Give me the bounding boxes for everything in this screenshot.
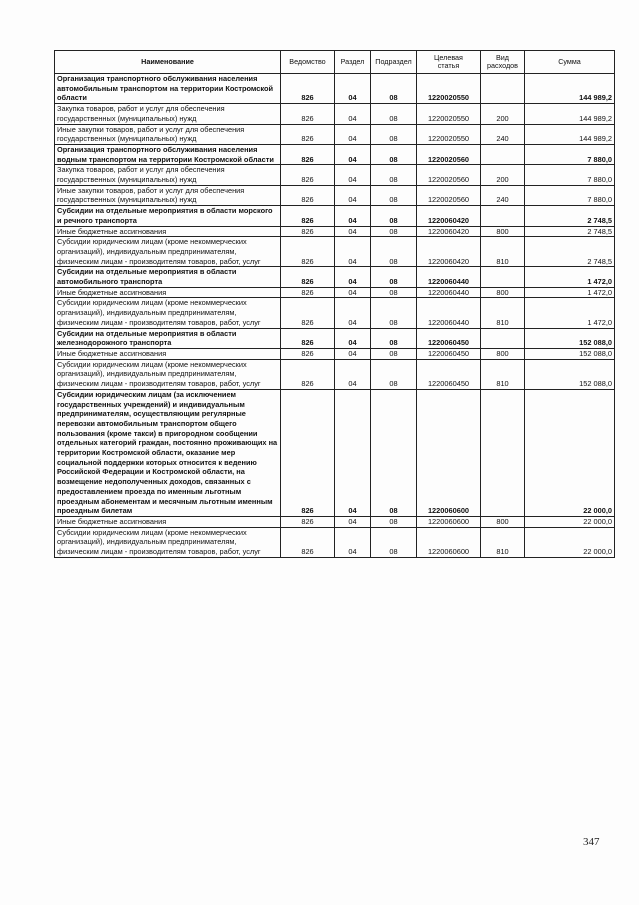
header-exp-line1: Вид: [495, 52, 509, 62]
cell-target: 1220060440: [417, 267, 481, 287]
cell-section: 04: [335, 226, 371, 237]
cell-target: 1220060420: [417, 237, 481, 267]
cell-section: 04: [335, 144, 371, 164]
cell-target: 1220060600: [417, 527, 481, 557]
cell-expense-type: [481, 267, 525, 287]
cell-target: 1220060450: [417, 359, 481, 389]
header-dept: Ведомство: [281, 51, 335, 74]
cell-target: 1220020560: [417, 185, 481, 205]
cell-name: Субсидии юридическим лицам (кроме некоммерческих организаций), индивидуальным предпринимателям, физическим лицам - производителям товаров, работ, услуг: [55, 237, 281, 267]
cell-name: Организация транспортного обслуживания населения автомобильным транспортом на территории Костромской области: [55, 74, 281, 104]
cell-dept: 826: [281, 144, 335, 164]
cell-section: 04: [335, 185, 371, 205]
cell-sum: 2 748,5: [525, 226, 615, 237]
cell-section: 04: [335, 527, 371, 557]
cell-name: Субсидии юридическим лицам (кроме некоммерческих организаций), индивидуальным предпринимателям, физическим лицам - производителям товаров, работ, услуг: [55, 527, 281, 557]
cell-subsection: 08: [371, 267, 417, 287]
cell-section: 04: [335, 328, 371, 348]
cell-expense-type: 200: [481, 165, 525, 185]
header-target: [417, 51, 481, 74]
table-row: [55, 165, 615, 185]
cell-sum: 1 472,0: [525, 287, 615, 298]
cell-section: 04: [335, 267, 371, 287]
cell-name: Субсидии на отдельные мероприятия в области железнодорожного транспорта: [55, 328, 281, 348]
cell-target: 1220060420: [417, 226, 481, 237]
header-section: Раздел: [335, 51, 371, 74]
cell-name: Закупка товаров, работ и услуг для обеспечения государственных (муниципальных) нужд: [55, 104, 281, 124]
cell-subsection: 08: [371, 226, 417, 237]
cell-sum: 2 748,5: [525, 206, 615, 226]
header-target-line2: статья: [437, 61, 460, 70]
table-row: [55, 287, 615, 298]
cell-section: 04: [335, 298, 371, 328]
table-row: [55, 348, 615, 359]
cell-expense-type: [481, 389, 525, 516]
cell-sum: 144 989,2: [525, 124, 615, 144]
cell-expense-type: 800: [481, 226, 525, 237]
cell-sum: 152 088,0: [525, 359, 615, 389]
cell-sum: 144 989,2: [525, 74, 615, 104]
table-row: [55, 328, 615, 348]
table-row: [55, 237, 615, 267]
cell-target: 1220020550: [417, 124, 481, 144]
cell-sum: 7 880,0: [525, 165, 615, 185]
cell-section: 04: [335, 516, 371, 527]
cell-dept: 826: [281, 516, 335, 527]
cell-dept: 826: [281, 298, 335, 328]
table-row: [55, 124, 615, 144]
table-row: [55, 185, 615, 205]
cell-section: 04: [335, 237, 371, 267]
cell-subsection: 08: [371, 206, 417, 226]
header-name: Наименование: [55, 51, 281, 74]
cell-sum: 22 000,0: [525, 389, 615, 516]
cell-target: 1220060450: [417, 328, 481, 348]
table-row: [55, 144, 615, 164]
cell-expense-type: 800: [481, 348, 525, 359]
cell-dept: 826: [281, 287, 335, 298]
header-sum: Сумма: [525, 51, 615, 74]
cell-target: 1220060440: [417, 287, 481, 298]
cell-section: 04: [335, 348, 371, 359]
table-row: [55, 226, 615, 237]
table-row: [55, 389, 615, 516]
cell-target: 1220020550: [417, 74, 481, 104]
cell-subsection: 08: [371, 165, 417, 185]
cell-dept: 826: [281, 104, 335, 124]
cell-target: 1220060600: [417, 516, 481, 527]
cell-subsection: 08: [371, 516, 417, 527]
table-row: [55, 298, 615, 328]
page-number: 347: [583, 836, 600, 848]
cell-name: Иные закупки товаров, работ и услуг для обеспечения государственных (муниципальных) нужд: [55, 185, 281, 205]
cell-dept: 826: [281, 165, 335, 185]
cell-target: 1220060440: [417, 298, 481, 328]
cell-name: Иные бюджетные ассигнования: [55, 226, 281, 237]
cell-name: Иные бюджетные ассигнования: [55, 287, 281, 298]
cell-name: Закупка товаров, работ и услуг для обеспечения государственных (муниципальных) нужд: [55, 165, 281, 185]
cell-expense-type: 810: [481, 237, 525, 267]
cell-dept: 826: [281, 389, 335, 516]
cell-subsection: 08: [371, 287, 417, 298]
cell-dept: 826: [281, 348, 335, 359]
cell-section: 04: [335, 104, 371, 124]
cell-sum: 22 000,0: [525, 516, 615, 527]
table-body: [55, 74, 615, 558]
cell-sum: 144 989,2: [525, 104, 615, 124]
cell-expense-type: [481, 206, 525, 226]
cell-dept: 826: [281, 124, 335, 144]
header-target-line1: Целевая: [434, 52, 463, 62]
cell-subsection: 08: [371, 237, 417, 267]
cell-sum: 22 000,0: [525, 527, 615, 557]
table-row: [55, 527, 615, 557]
cell-dept: 826: [281, 267, 335, 287]
cell-dept: 826: [281, 185, 335, 205]
cell-expense-type: 800: [481, 287, 525, 298]
cell-sum: 1 472,0: [525, 298, 615, 328]
cell-dept: 826: [281, 226, 335, 237]
cell-sum: 152 088,0: [525, 328, 615, 348]
cell-target: 1220060600: [417, 389, 481, 516]
cell-subsection: 08: [371, 389, 417, 516]
table-row: [55, 516, 615, 527]
cell-expense-type: [481, 74, 525, 104]
cell-name: Иные закупки товаров, работ и услуг для обеспечения государственных (муниципальных) нужд: [55, 124, 281, 144]
cell-subsection: 08: [371, 104, 417, 124]
table-row: [55, 206, 615, 226]
cell-target: 1220020560: [417, 165, 481, 185]
table-row: [55, 267, 615, 287]
cell-section: 04: [335, 287, 371, 298]
header-subsection: Подраздел: [371, 51, 417, 74]
table-row: [55, 104, 615, 124]
cell-dept: 826: [281, 527, 335, 557]
cell-expense-type: 810: [481, 298, 525, 328]
cell-target: 1220020550: [417, 104, 481, 124]
cell-name: Субсидии юридическим лицам (кроме некоммерческих организаций), индивидуальным предпринимателям, физическим лицам - производителям товаров, работ, услуг: [55, 298, 281, 328]
cell-dept: 826: [281, 237, 335, 267]
cell-expense-type: 240: [481, 185, 525, 205]
cell-subsection: 08: [371, 185, 417, 205]
cell-section: 04: [335, 165, 371, 185]
cell-subsection: 08: [371, 527, 417, 557]
table-header-row: [55, 51, 615, 74]
cell-subsection: 08: [371, 298, 417, 328]
cell-dept: 826: [281, 359, 335, 389]
cell-sum: 7 880,0: [525, 185, 615, 205]
cell-subsection: 08: [371, 328, 417, 348]
cell-target: 1220060450: [417, 348, 481, 359]
cell-sum: 1 472,0: [525, 267, 615, 287]
cell-subsection: 08: [371, 124, 417, 144]
cell-subsection: 08: [371, 74, 417, 104]
cell-subsection: 08: [371, 359, 417, 389]
cell-section: 04: [335, 206, 371, 226]
cell-expense-type: 810: [481, 359, 525, 389]
cell-sum: 7 880,0: [525, 144, 615, 164]
budget-table: [54, 50, 615, 558]
header-expense-type: [481, 51, 525, 74]
cell-sum: 152 088,0: [525, 348, 615, 359]
cell-name: Субсидии на отдельные мероприятия в области морского и речного транспорта: [55, 206, 281, 226]
cell-section: 04: [335, 389, 371, 516]
cell-name: Иные бюджетные ассигнования: [55, 348, 281, 359]
cell-expense-type: [481, 144, 525, 164]
cell-expense-type: [481, 328, 525, 348]
cell-name: Субсидии на отдельные мероприятия в области автомобильного транспорта: [55, 267, 281, 287]
cell-section: 04: [335, 74, 371, 104]
cell-section: 04: [335, 124, 371, 144]
cell-expense-type: 800: [481, 516, 525, 527]
cell-expense-type: 810: [481, 527, 525, 557]
cell-name: Организация транспортного обслуживания населения водным транспортом на территории Костромской области: [55, 144, 281, 164]
cell-name: Иные бюджетные ассигнования: [55, 516, 281, 527]
cell-section: 04: [335, 359, 371, 389]
cell-sum: 2 748,5: [525, 237, 615, 267]
cell-name: Субсидии юридическим лицам (кроме некоммерческих организаций), индивидуальным предпринимателям, физическим лицам - производителям товаров, работ, услуг: [55, 359, 281, 389]
cell-dept: 826: [281, 206, 335, 226]
cell-subsection: 08: [371, 144, 417, 164]
cell-dept: 826: [281, 328, 335, 348]
table-row: [55, 74, 615, 104]
cell-target: 1220060420: [417, 206, 481, 226]
cell-target: 1220020560: [417, 144, 481, 164]
cell-name: Субсидии юридическим лицам (за исключением государственных учреждений) и индивидуальным предпринимателям, осуществляющим регулярные перевозки автомобильным транспортом общего пользования (кроме такси) в пригородном сообщении отдельных категорий граждан, постоянно проживающих на территории Костромской области, оказание мер социальной поддержки которых относится к ведению Российской Федерации и Костромской области, на возмещение недополученных доходов, связанных с предоставлением проезда по именным льготным проездным абонементам и месячным льготным именным проездным билетам: [55, 389, 281, 516]
header-exp-line2: расходов: [487, 61, 518, 70]
table-row: [55, 359, 615, 389]
cell-subsection: 08: [371, 348, 417, 359]
cell-expense-type: 240: [481, 124, 525, 144]
cell-dept: 826: [281, 74, 335, 104]
cell-expense-type: 200: [481, 104, 525, 124]
